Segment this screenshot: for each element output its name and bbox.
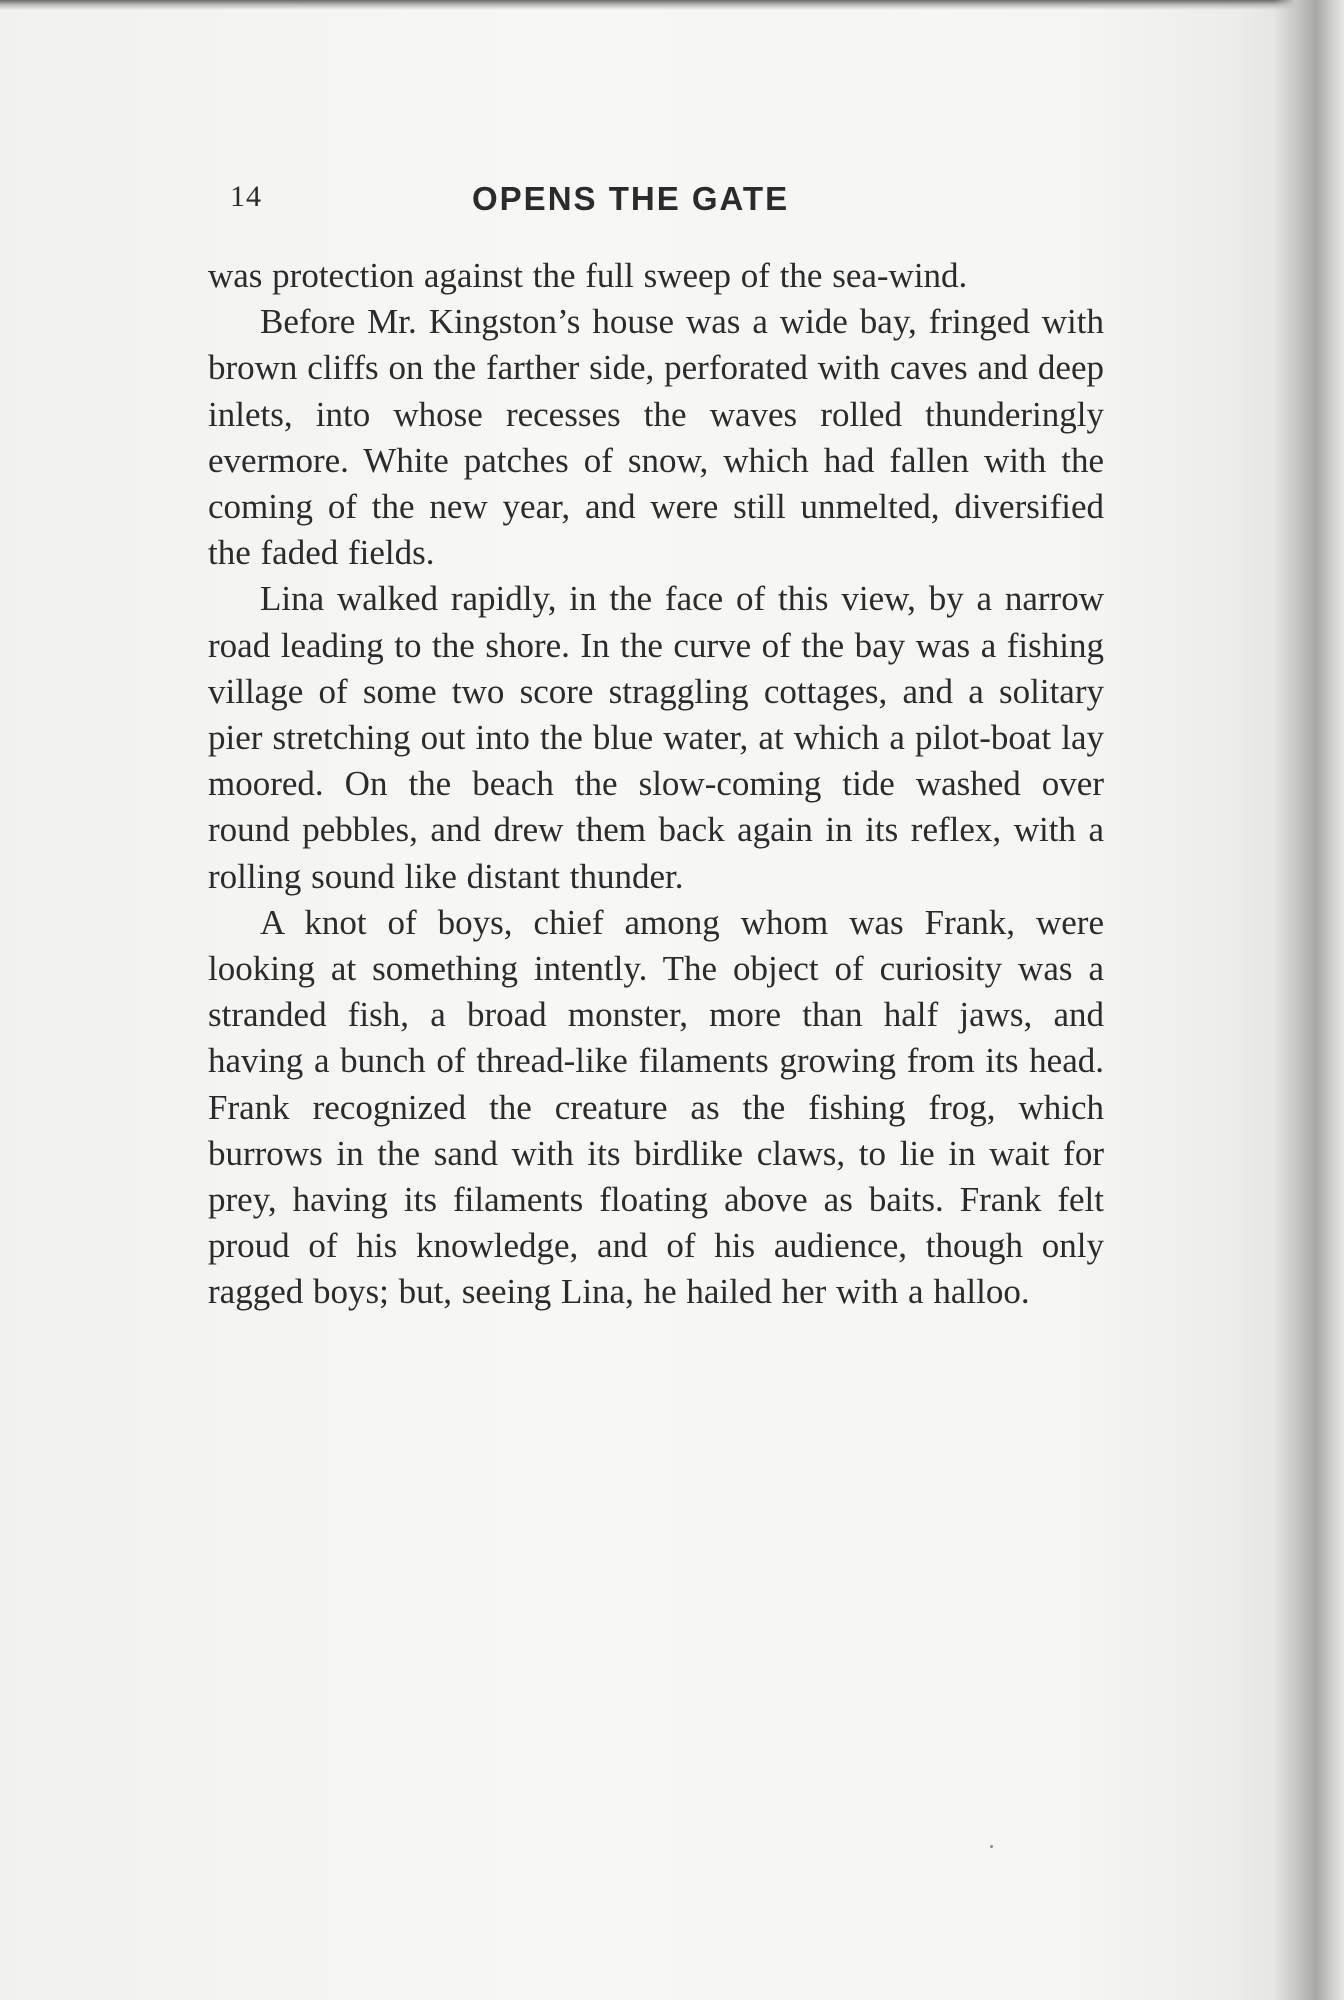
paragraph: Before Mr. Kingston’s house was a wide bay, fringed with brown cliffs on the farther side, perforated with caves and deep inlets, into whose recesses the waves rolled thunderingly evermore. White patches of snow, which had fallen with the coming of the new year, and were still unmelted, diversified the faded fields. <box>208 302 1104 573</box>
page-speck <box>990 1845 993 1848</box>
body-text <box>208 253 1104 1316</box>
running-head <box>230 180 880 230</box>
paragraph: was protection against the full sweep of the sea-wind. <box>208 256 968 295</box>
page-top-edge <box>0 0 1344 10</box>
page-title: OPENS THE GATE <box>472 180 790 217</box>
paragraph: Lina walked rapidly, in the face of this view, by a narrow road leading to the shore. In the curve of the bay was a fishing village of some two score straggling cottages, and a solitary pier stretching out into the blue water, at which a pilot-boat lay moored. On the beach the slow-coming tide washed over round pebbles, and drew them back again in its reflex, with a rolling sound like distant thunder. <box>208 579 1104 896</box>
paragraph: A knot of boys, chief among whom was Frank, were looking at something intently. The object of curiosity was a stranded fish, a broad monster, more than half jaws, and having a bunch of thread-like filaments growing from its head. Frank recognized the creature as the fishing frog, which burrows in the sand with its birdlike claws, to lie in wait for prey, having its filaments floating above as baits. Frank felt proud of his knowledge, and of his audience, though only ragged boys; but, seeing Lina, he hailed her with a halloo. <box>208 902 1104 1312</box>
page-number: 14 <box>230 180 262 213</box>
page-gutter-shadow <box>1274 0 1344 2000</box>
